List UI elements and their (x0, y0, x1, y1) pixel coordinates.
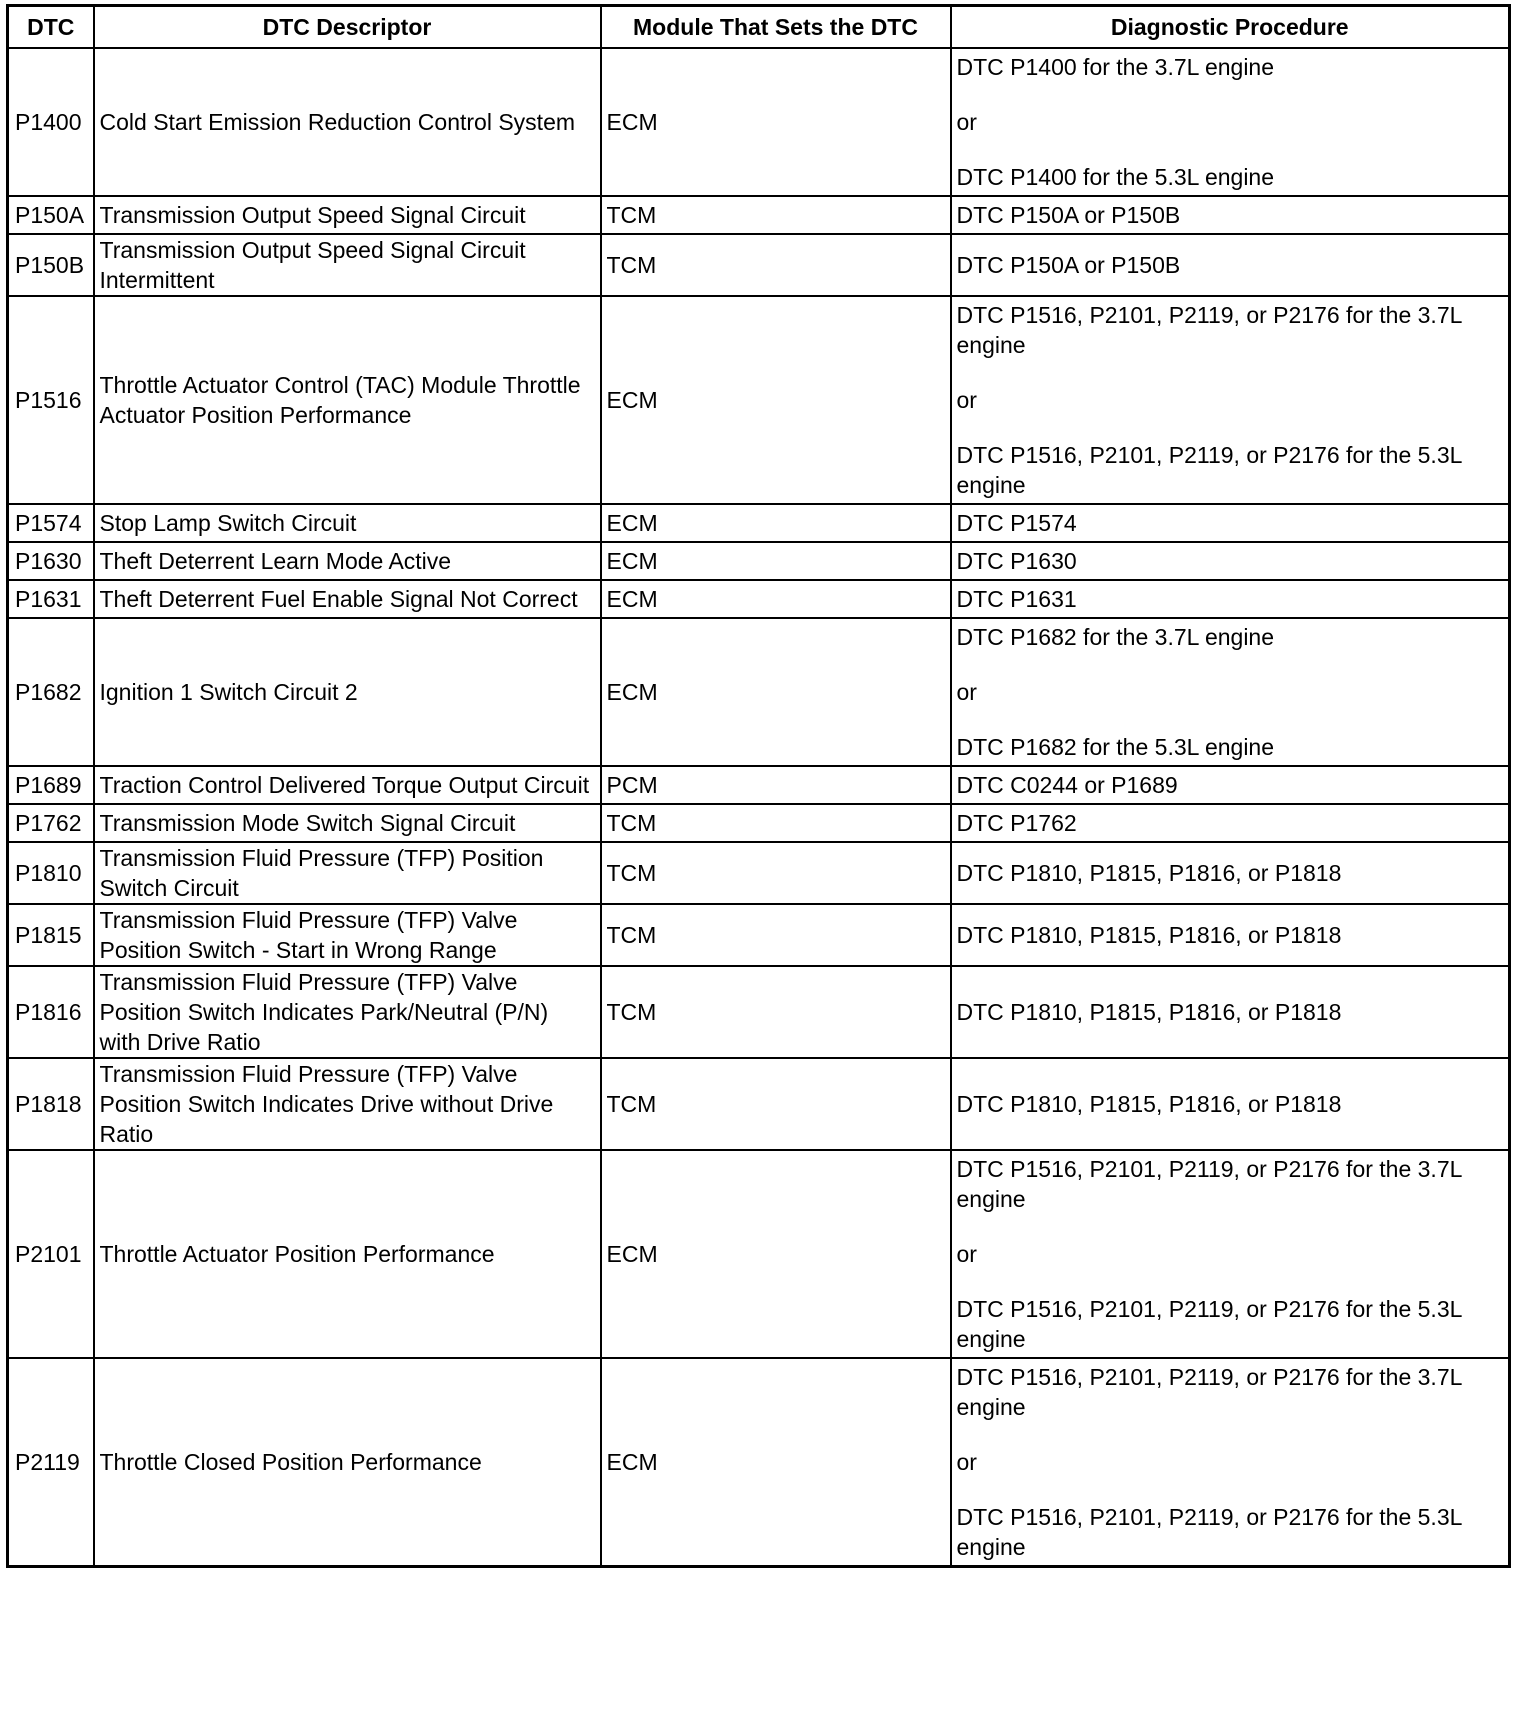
procedure-link[interactable]: DTC P1810, P1815, P1816, or P1818 (956, 922, 1342, 948)
procedure-separator: or (956, 1241, 977, 1267)
diagnostic-procedure-cell (951, 234, 1510, 296)
dtc-descriptor-cell: Stop Lamp Switch Circuit (94, 504, 601, 542)
table-row (8, 580, 1510, 618)
diagnostic-procedure-cell (951, 766, 1510, 804)
module-cell: TCM (601, 804, 951, 842)
procedure-separator: or (956, 679, 977, 705)
diagnostic-procedure-cell (951, 196, 1510, 234)
module-cell: ECM (601, 542, 951, 580)
procedure-link[interactable]: DTC P1762 (956, 810, 1077, 836)
diagnostic-procedure-cell (951, 966, 1510, 1058)
table-header-row (8, 6, 1510, 49)
dtc-code-cell: P1682 (8, 618, 94, 766)
module-cell: ECM (601, 618, 951, 766)
module-cell: TCM (601, 1058, 951, 1150)
module-cell: ECM (601, 48, 951, 196)
diagnostic-procedure-cell (951, 1358, 1510, 1567)
dtc-code-cell: P1762 (8, 804, 94, 842)
dtc-code-cell: P150B (8, 234, 94, 296)
dtc-code-cell: P1630 (8, 542, 94, 580)
diagnostic-procedure-cell (951, 296, 1510, 504)
dtc-code-cell: P1815 (8, 904, 94, 966)
dtc-code-cell: P2101 (8, 1150, 94, 1358)
table-row (8, 842, 1510, 904)
dtc-code-cell: P2119 (8, 1358, 94, 1567)
table-row (8, 1358, 1510, 1567)
dtc-code-cell: P1818 (8, 1058, 94, 1150)
dtc-code-cell: P1689 (8, 766, 94, 804)
dtc-code-cell: P1631 (8, 580, 94, 618)
dtc-descriptor-cell: Traction Control Delivered Torque Output Circuit (94, 766, 601, 804)
procedure-link[interactable]: DTC C0244 or P1689 (956, 772, 1178, 798)
diagnostic-procedure-cell (951, 842, 1510, 904)
diagnostic-procedure-cell (951, 904, 1510, 966)
dtc-descriptor-cell: Throttle Actuator Position Performance (94, 1150, 601, 1358)
procedure-link[interactable]: DTC P1631 (956, 586, 1077, 612)
procedure-link[interactable]: DTC P1516, P2101, P2119, or P2176 for the 5.3L engine (956, 442, 1462, 498)
diagnostic-procedure-cell (951, 504, 1510, 542)
dtc-code-cell: P1574 (8, 504, 94, 542)
dtc-code-cell: P150A (8, 196, 94, 234)
dtc-descriptor-cell: Theft Deterrent Learn Mode Active (94, 542, 601, 580)
dtc-table (6, 4, 1511, 1568)
table-row (8, 296, 1510, 504)
dtc-descriptor-cell: Ignition 1 Switch Circuit 2 (94, 618, 601, 766)
module-cell: TCM (601, 196, 951, 234)
procedure-link[interactable]: DTC P1810, P1815, P1816, or P1818 (956, 1091, 1342, 1117)
dtc-descriptor-cell: Transmission Fluid Pressure (TFP) Position Switch Circuit (94, 842, 601, 904)
table-row (8, 804, 1510, 842)
module-cell: ECM (601, 1358, 951, 1567)
dtc-descriptor-cell: Transmission Fluid Pressure (TFP) Valve Position Switch - Start in Wrong Range (94, 904, 601, 966)
header-module: Module That Sets the DTC (601, 6, 951, 49)
diagnostic-procedure-cell (951, 542, 1510, 580)
procedure-link[interactable]: DTC P1810, P1815, P1816, or P1818 (956, 860, 1342, 886)
dtc-descriptor-cell: Transmission Fluid Pressure (TFP) Valve Position Switch Indicates Drive without Drive Ratio (94, 1058, 601, 1150)
procedure-link[interactable]: DTC P1400 for the 5.3L engine (956, 164, 1275, 190)
diagnostic-procedure-cell (951, 804, 1510, 842)
dtc-descriptor-cell: Transmission Fluid Pressure (TFP) Valve Position Switch Indicates Park/Neutral (P/N) with Drive Ratio (94, 966, 601, 1058)
diagnostic-procedure-cell (951, 48, 1510, 196)
procedure-link[interactable]: DTC P1516, P2101, P2119, or P2176 for the 5.3L engine (956, 1296, 1462, 1352)
table-row (8, 504, 1510, 542)
dtc-descriptor-cell: Theft Deterrent Fuel Enable Signal Not Correct (94, 580, 601, 618)
dtc-code-cell: P1816 (8, 966, 94, 1058)
dtc-descriptor-cell: Transmission Mode Switch Signal Circuit (94, 804, 601, 842)
dtc-descriptor-cell: Cold Start Emission Reduction Control System (94, 48, 601, 196)
diagnostic-procedure-cell (951, 1058, 1510, 1150)
table-row (8, 234, 1510, 296)
procedure-link[interactable]: DTC P1516, P2101, P2119, or P2176 for the 5.3L engine (956, 1504, 1462, 1560)
table-body (8, 48, 1510, 1567)
procedure-link[interactable]: DTC P1810, P1815, P1816, or P1818 (956, 999, 1342, 1025)
diagnostic-procedure-cell (951, 618, 1510, 766)
dtc-descriptor-cell: Throttle Closed Position Performance (94, 1358, 601, 1567)
header-dtc: DTC (8, 6, 94, 49)
module-cell: ECM (601, 296, 951, 504)
dtc-code-cell: P1400 (8, 48, 94, 196)
procedure-link[interactable]: DTC P1630 (956, 548, 1077, 574)
procedure-separator: or (956, 1449, 977, 1475)
procedure-link[interactable]: DTC P1682 for the 3.7L engine (956, 624, 1275, 650)
module-cell: TCM (601, 904, 951, 966)
procedure-link[interactable]: DTC P1516, P2101, P2119, or P2176 for the 3.7L engine (956, 1156, 1462, 1212)
diagnostic-procedure-cell (951, 580, 1510, 618)
procedure-link[interactable]: DTC P1574 (956, 510, 1077, 536)
procedure-link[interactable]: DTC P1516, P2101, P2119, or P2176 for the 3.7L engine (956, 302, 1462, 358)
procedure-separator: or (956, 109, 977, 135)
table-row (8, 904, 1510, 966)
module-cell: TCM (601, 234, 951, 296)
table-row (8, 618, 1510, 766)
table-row (8, 766, 1510, 804)
dtc-table-container (6, 4, 1511, 1568)
module-cell: TCM (601, 966, 951, 1058)
module-cell: ECM (601, 1150, 951, 1358)
table-row (8, 1058, 1510, 1150)
procedure-link[interactable]: DTC P1516, P2101, P2119, or P2176 for the 3.7L engine (956, 1364, 1462, 1420)
procedure-link[interactable]: DTC P150A or P150B (956, 202, 1181, 228)
diagnostic-procedure-cell (951, 1150, 1510, 1358)
table-row (8, 1150, 1510, 1358)
procedure-link[interactable]: DTC P1400 for the 3.7L engine (956, 54, 1275, 80)
module-cell: TCM (601, 842, 951, 904)
module-cell: ECM (601, 580, 951, 618)
dtc-descriptor-cell: Throttle Actuator Control (TAC) Module Throttle Actuator Position Performance (94, 296, 601, 504)
module-cell: PCM (601, 766, 951, 804)
table-row (8, 48, 1510, 196)
header-diagnostic-procedure: Diagnostic Procedure (951, 6, 1510, 49)
dtc-code-cell: P1516 (8, 296, 94, 504)
table-row (8, 966, 1510, 1058)
dtc-code-cell: P1810 (8, 842, 94, 904)
procedure-separator: or (956, 387, 977, 413)
procedure-link[interactable]: DTC P150A or P150B (956, 252, 1181, 278)
table-row (8, 542, 1510, 580)
dtc-descriptor-cell: Transmission Output Speed Signal Circuit Intermittent (94, 234, 601, 296)
header-dtc-descriptor: DTC Descriptor (94, 6, 601, 49)
dtc-descriptor-cell: Transmission Output Speed Signal Circuit (94, 196, 601, 234)
table-row (8, 196, 1510, 234)
module-cell: ECM (601, 504, 951, 542)
procedure-link[interactable]: DTC P1682 for the 5.3L engine (956, 734, 1275, 760)
